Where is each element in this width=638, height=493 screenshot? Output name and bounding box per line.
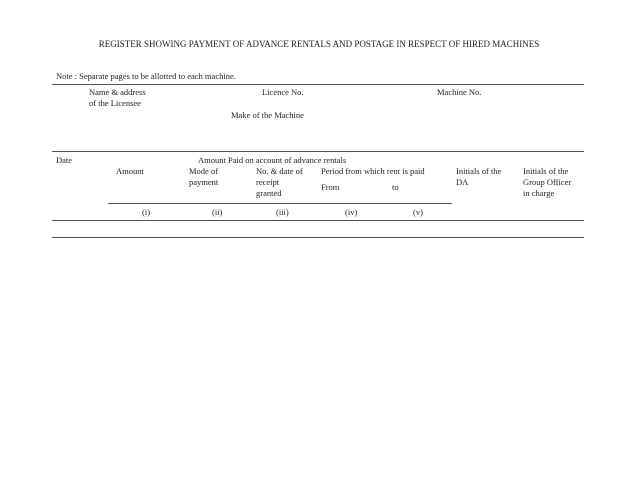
receipt-header-line2: receipt [256, 177, 280, 187]
initials-group-officer-header: Initials of the [523, 166, 569, 176]
receipt-header: No. & date of [256, 166, 303, 176]
machine-no-label: Machine No. [437, 87, 482, 97]
period-to-label: to [392, 182, 399, 192]
name-address-label: Name & address [89, 87, 146, 97]
note-divider [52, 84, 584, 85]
period-header: Period from which rent is paid [321, 166, 425, 176]
mode-of-payment-header-line2: payment [189, 177, 219, 187]
subcolumn-divider [108, 203, 452, 204]
make-of-machine-label: Make of the Machine [231, 110, 304, 120]
column-number-v: (v) [413, 207, 423, 217]
initials-da-header: Initials of the [456, 166, 502, 176]
column-number-i: (i) [142, 207, 151, 217]
amount-paid-group-header: Amount Paid on account of advance rentals [198, 155, 347, 165]
date-column-header: Date [56, 155, 73, 165]
page-title: REGISTER SHOWING PAYMENT OF ADVANCE RENTALS AND POSTAGE IN RESPECT OF HIRED MACHINES [98, 39, 540, 49]
name-address-label-line2: of the Licensee [89, 98, 141, 108]
licence-no-label: Licence No. [262, 87, 304, 97]
table-bottom-border [52, 237, 584, 238]
initials-group-officer-header-line2: Group Officer [523, 177, 572, 187]
amount-column-header: Amount [116, 166, 144, 176]
column-numbers-divider [52, 220, 584, 221]
initials-da-header-line2: DA [456, 177, 469, 187]
initials-group-officer-header-line3: in charge [523, 188, 555, 198]
period-from-label: From [321, 182, 340, 192]
column-number-iv: (iv) [345, 207, 358, 217]
receipt-header-line3: granted [256, 188, 282, 198]
header-divider [52, 151, 584, 152]
column-number-ii: (ii) [212, 207, 223, 217]
mode-of-payment-header: Mode of [189, 166, 219, 176]
column-number-iii: (iii) [276, 207, 289, 217]
note-text: Note : Separate pages to be allotted to each machine. [56, 71, 236, 81]
